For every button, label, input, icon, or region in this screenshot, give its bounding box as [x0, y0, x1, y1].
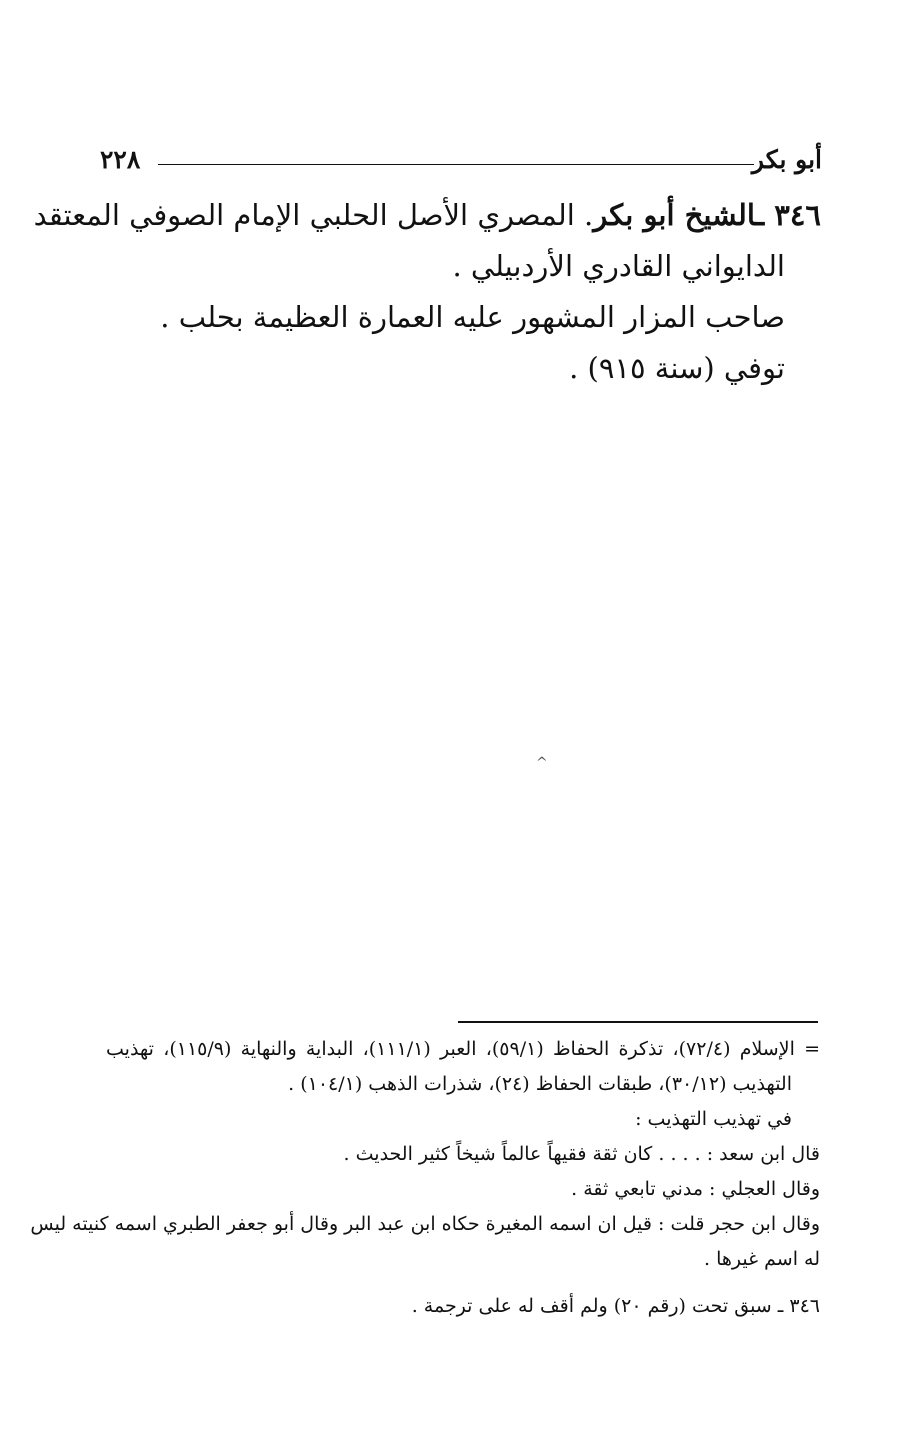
footnote-separator: [458, 1021, 818, 1023]
entry-line-4: توفي (سنة ٩١٥) .: [569, 351, 785, 385]
footnote-line-6: وقال ابن حجر قلت : قيل ان اسمه المغيرة حكاه ابن عبد البر وقال أبو جعفر الطبري اسمه كنيته ليس: [30, 1213, 820, 1235]
entry-number: ٣٤٦ ـ: [755, 198, 821, 232]
header-rule: [158, 164, 754, 165]
page-number: ٢٢٨: [100, 145, 141, 174]
entry-line-1: [33, 190, 821, 241]
biography-entry: [33, 190, 821, 394]
entry-line-1-rest: . المصري الأصل الحلبي الإمام الصوفي المعتقد: [33, 198, 594, 232]
entry-line-2: الدايواني القادري الأردبيلي .: [452, 249, 785, 283]
footnote-line-3: في تهذيب التهذيب :: [635, 1108, 792, 1130]
footnote-line-2: التهذيب (٣٠/١٢)، طبقات الحفاظ (٢٤)، شذرات الذهب (١٠٤/١) .: [288, 1073, 792, 1095]
print-speck: ^: [536, 755, 548, 771]
footnote-line-8: ٣٤٦ ـ سبق تحت (رقم ٢٠) ولم أقف له على ترجمة .: [411, 1295, 820, 1317]
running-title: أبو بكر: [751, 145, 822, 174]
footnote-line-5: وقال العجلي : مدني تابعي ثقة .: [571, 1178, 820, 1200]
footnote-line-7: له اسم غيرها .: [704, 1248, 820, 1270]
entry-line-3: صاحب المزار المشهور عليه العمارة العظيمة بحلب .: [160, 300, 785, 334]
footnotes: [30, 1032, 820, 1324]
footnote-line-1: = الإسلام (٧٢/٤)، تذكرة الحفاظ (٥٩/١)، العبر (١١١/١)، البداية والنهاية (١١٥/٩)، تهذيب: [106, 1038, 820, 1060]
footnote-line-4: قال ابن سعد : . . . . كان ثقة فقيهاً عالماً شيخاً كثير الحديث .: [343, 1143, 820, 1165]
running-header: [100, 140, 822, 180]
entry-name: الشيخ أبو بكر: [593, 198, 756, 232]
